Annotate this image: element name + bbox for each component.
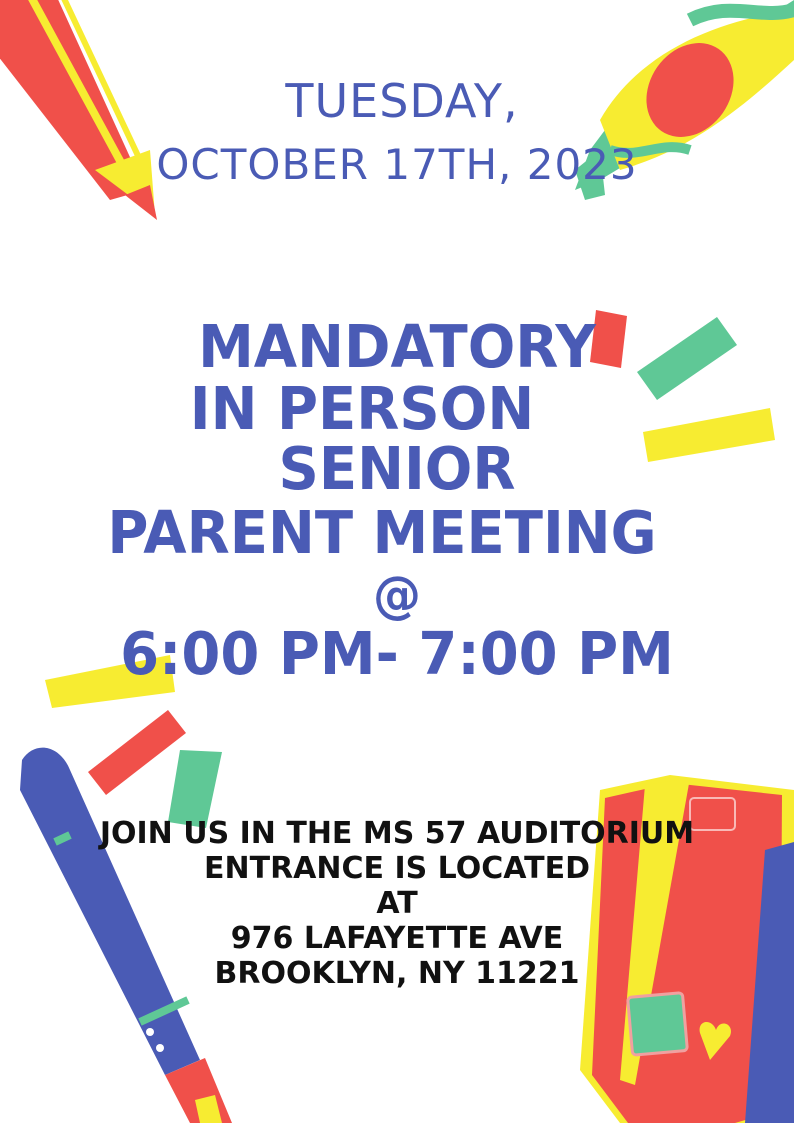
details-at-line: AT xyxy=(376,886,418,921)
details-street-address: 976 LAFAYETTE AVE xyxy=(230,921,564,956)
headline-mandatory: MANDATORY xyxy=(198,313,596,382)
headline-parent-meeting: PARENT MEETING xyxy=(107,499,657,568)
meeting-time: 6:00 PM- 7:00 PM xyxy=(120,620,674,689)
event-date: OCTOBER 17TH, 2023 xyxy=(156,140,638,189)
headline-in-person: IN PERSON xyxy=(189,375,535,444)
headline-senior: SENIOR xyxy=(278,435,516,504)
event-day: TUESDAY, xyxy=(285,74,519,128)
details-join-line: JOIN US IN THE MS 57 AUDITORIUM xyxy=(99,816,695,851)
headline-at-symbol: @ xyxy=(373,565,421,625)
details-entrance-line: ENTRANCE IS LOCATED xyxy=(204,851,590,886)
details-city-state-zip: BROOKLYN, NY 11221 xyxy=(214,956,580,991)
